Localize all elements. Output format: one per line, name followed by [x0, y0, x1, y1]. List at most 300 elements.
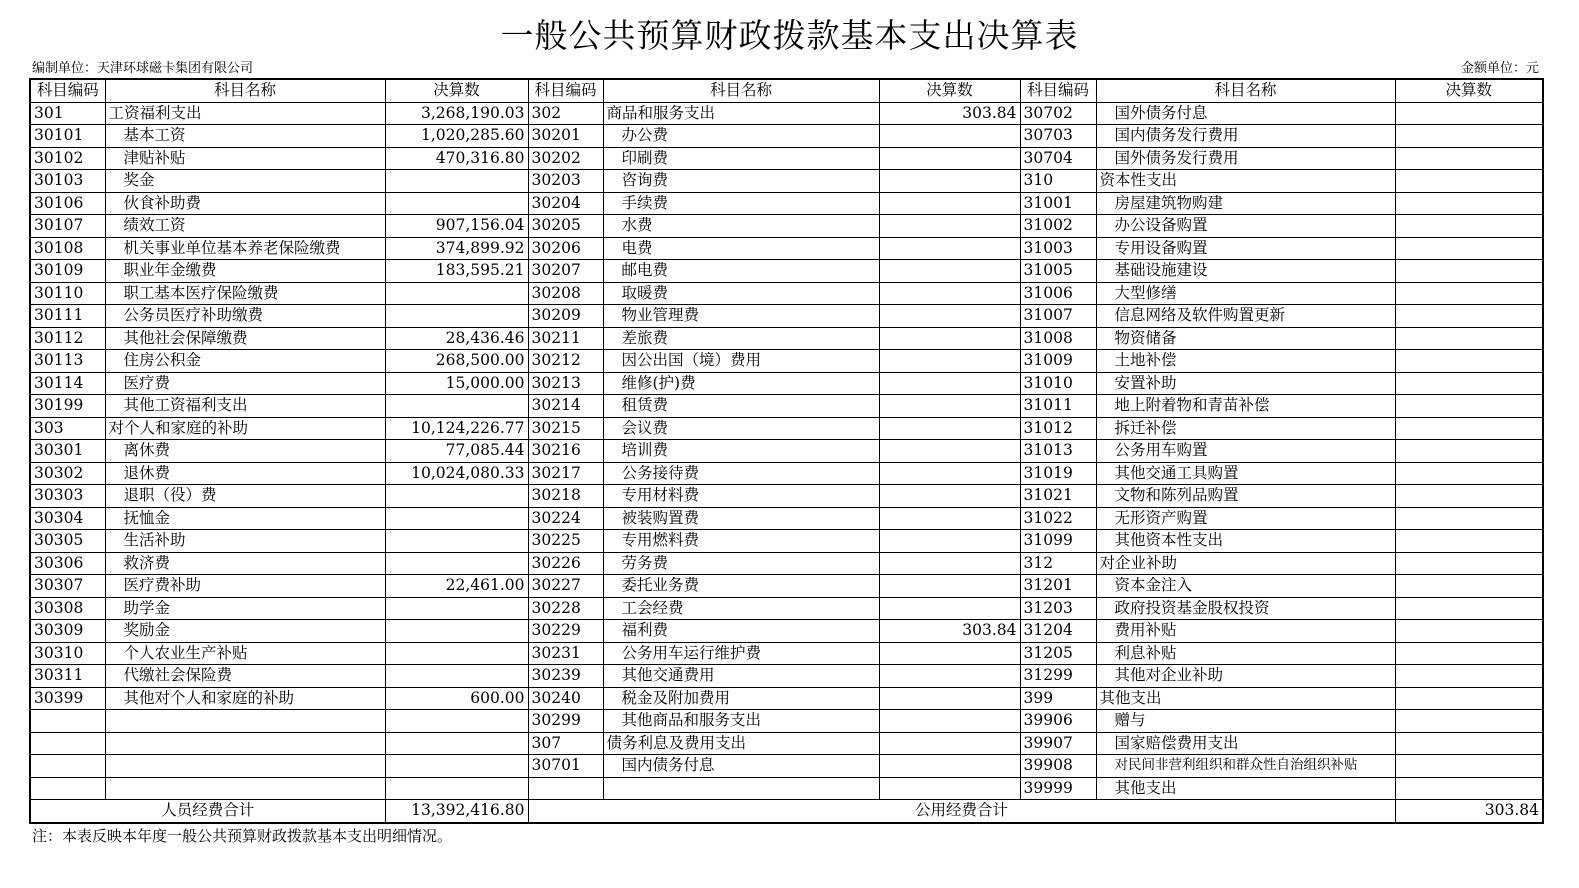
cell-amount-3 [1395, 732, 1543, 755]
cell-name-3: 其他交通工具购置 [1096, 462, 1395, 485]
cell-amount-2 [879, 125, 1020, 148]
table-row [30, 102, 1543, 125]
cell-amount-3 [1395, 260, 1543, 283]
table-row [30, 327, 1543, 350]
cell-amount-2 [879, 665, 1020, 688]
cell-name-2: 电费 [603, 237, 879, 260]
cell-name-3: 房屋建筑物购建 [1096, 192, 1395, 215]
cell-code-1: 30399 [30, 687, 105, 710]
cell-code-2: 30215 [528, 417, 603, 440]
cell-name-1: 代缴社会保险费 [105, 665, 385, 688]
cell-name-1: 医疗费 [105, 372, 385, 395]
cell-code-3: 31007 [1020, 305, 1096, 328]
cell-code-2: 30206 [528, 237, 603, 260]
cell-name-2: 因公出国（境）费用 [603, 350, 879, 373]
cell-code-1: 30305 [30, 530, 105, 553]
cell-name-2: 差旅费 [603, 327, 879, 350]
cell-name-2: 专用燃料费 [603, 530, 879, 553]
cell-code-3: 31003 [1020, 237, 1096, 260]
cell-name-2: 取暖费 [603, 282, 879, 305]
cell-amount-1: 470,316.80 [385, 147, 528, 170]
cell-amount-2 [879, 575, 1020, 598]
cell-name-3: 文物和陈列品购置 [1096, 485, 1395, 508]
cell-amount-1: 28,436.46 [385, 327, 528, 350]
header-code-3: 科目编码 [1020, 79, 1096, 102]
cell-name-1: 职业年金缴费 [105, 260, 385, 283]
cell-amount-2 [879, 237, 1020, 260]
cell-code-2: 30240 [528, 687, 603, 710]
cell-name-1: 奖励金 [105, 620, 385, 643]
cell-code-2: 30201 [528, 125, 603, 148]
table-row [30, 777, 1543, 800]
cell-name-3: 对企业补助 [1096, 552, 1395, 575]
table-row [30, 687, 1543, 710]
cell-amount-3 [1395, 710, 1543, 733]
cell-code-3: 39906 [1020, 710, 1096, 733]
cell-amount-2: 303.84 [879, 102, 1020, 125]
cell-amount-3 [1395, 777, 1543, 800]
cell-code-2: 30209 [528, 305, 603, 328]
cell-code-3: 31006 [1020, 282, 1096, 305]
cell-code-2: 30226 [528, 552, 603, 575]
cell-amount-1 [385, 552, 528, 575]
cell-code-3: 31021 [1020, 485, 1096, 508]
cell-name-1: 绩效工资 [105, 215, 385, 238]
cell-amount-2 [879, 642, 1020, 665]
cell-name-1: 公务员医疗补助缴费 [105, 305, 385, 328]
header-name-3: 科目名称 [1096, 79, 1395, 102]
table-row [30, 372, 1543, 395]
cell-amount-1: 15,000.00 [385, 372, 528, 395]
cell-name-1: 救济费 [105, 552, 385, 575]
cell-code-2: 30239 [528, 665, 603, 688]
cell-code-2: 30224 [528, 507, 603, 530]
cell-code-1: 30107 [30, 215, 105, 238]
cell-code-3: 399 [1020, 687, 1096, 710]
cell-code-1: 30309 [30, 620, 105, 643]
cell-name-3: 其他资本性支出 [1096, 530, 1395, 553]
cell-name-2: 劳务费 [603, 552, 879, 575]
cell-code-1: 30302 [30, 462, 105, 485]
cell-amount-2 [879, 507, 1020, 530]
cell-code-3: 31002 [1020, 215, 1096, 238]
cell-name-1 [105, 755, 385, 778]
cell-amount-3 [1395, 417, 1543, 440]
cell-name-3: 安置补助 [1096, 372, 1395, 395]
table-row [30, 597, 1543, 620]
cell-name-1: 离休费 [105, 440, 385, 463]
cell-name-3: 其他支出 [1096, 687, 1395, 710]
cell-name-3: 其他对企业补助 [1096, 665, 1395, 688]
table-row [30, 530, 1543, 553]
cell-amount-2 [879, 327, 1020, 350]
cell-amount-3 [1395, 462, 1543, 485]
cell-amount-3 [1395, 282, 1543, 305]
cell-code-2: 30225 [528, 530, 603, 553]
cell-code-2: 30205 [528, 215, 603, 238]
cell-name-1: 职工基本医疗保险缴费 [105, 282, 385, 305]
cell-amount-3 [1395, 350, 1543, 373]
cell-code-1: 30307 [30, 575, 105, 598]
cell-code-1: 30310 [30, 642, 105, 665]
table-row [30, 642, 1543, 665]
table-row [30, 507, 1543, 530]
cell-code-1: 30308 [30, 597, 105, 620]
cell-name-2: 邮电费 [603, 260, 879, 283]
cell-amount-2 [879, 215, 1020, 238]
cell-name-2: 工会经费 [603, 597, 879, 620]
cell-amount-3 [1395, 665, 1543, 688]
cell-name-2: 培训费 [603, 440, 879, 463]
cell-amount-2 [879, 687, 1020, 710]
cell-name-1: 其他社会保障缴费 [105, 327, 385, 350]
cell-code-2: 30701 [528, 755, 603, 778]
header-amount-3: 决算数 [1395, 79, 1543, 102]
cell-code-3: 31203 [1020, 597, 1096, 620]
cell-code-1: 30110 [30, 282, 105, 305]
cell-code-1: 30106 [30, 192, 105, 215]
cell-amount-3 [1395, 597, 1543, 620]
cell-name-2: 其他交通费用 [603, 665, 879, 688]
cell-name-3: 赠与 [1096, 710, 1395, 733]
cell-name-2: 咨询费 [603, 170, 879, 193]
cell-amount-1 [385, 777, 528, 800]
cell-amount-3 [1395, 530, 1543, 553]
cell-amount-3 [1395, 215, 1543, 238]
cell-code-1: 301 [30, 102, 105, 125]
cell-amount-3 [1395, 372, 1543, 395]
cell-amount-3 [1395, 620, 1543, 643]
cell-amount-2 [879, 260, 1020, 283]
header-name-1: 科目名称 [105, 79, 385, 102]
cell-name-3: 资本金注入 [1096, 575, 1395, 598]
cell-code-2: 30217 [528, 462, 603, 485]
cell-code-2: 30228 [528, 597, 603, 620]
cell-code-2 [528, 777, 603, 800]
cell-amount-1: 268,500.00 [385, 350, 528, 373]
table-row [30, 125, 1543, 148]
table-row [30, 732, 1543, 755]
cell-code-2: 30208 [528, 282, 603, 305]
cell-name-2: 委托业务费 [603, 575, 879, 598]
cell-name-2: 商品和服务支出 [603, 102, 879, 125]
cell-amount-1 [385, 507, 528, 530]
cell-code-1: 30111 [30, 305, 105, 328]
totals-row [30, 800, 1543, 823]
cell-name-3: 大型修缮 [1096, 282, 1395, 305]
cell-code-3: 39907 [1020, 732, 1096, 755]
cell-amount-3 [1395, 125, 1543, 148]
cell-name-3: 土地补偿 [1096, 350, 1395, 373]
cell-name-3: 信息网络及软件购置更新 [1096, 305, 1395, 328]
cell-amount-3 [1395, 395, 1543, 418]
cell-code-3: 31205 [1020, 642, 1096, 665]
cell-code-1: 30102 [30, 147, 105, 170]
cell-amount-1 [385, 755, 528, 778]
cell-code-3: 31001 [1020, 192, 1096, 215]
cell-amount-2 [879, 777, 1020, 800]
cell-amount-1: 77,085.44 [385, 440, 528, 463]
cell-amount-3 [1395, 755, 1543, 778]
public-total-value: 303.84 [1395, 800, 1543, 823]
cell-name-1: 住房公积金 [105, 350, 385, 373]
cell-code-2: 30227 [528, 575, 603, 598]
table-row [30, 440, 1543, 463]
table-row [30, 462, 1543, 485]
cell-amount-3 [1395, 147, 1543, 170]
cell-code-1: 30311 [30, 665, 105, 688]
header-code-1: 科目编码 [30, 79, 105, 102]
cell-amount-3 [1395, 305, 1543, 328]
table-row [30, 620, 1543, 643]
table-row [30, 147, 1543, 170]
personnel-total-label: 人员经费合计 [30, 800, 385, 823]
cell-name-3: 无形资产购置 [1096, 507, 1395, 530]
footnote: 注：本表反映本年度一般公共预算财政拨款基本支出明细情况。 [32, 827, 453, 845]
cell-amount-2 [879, 440, 1020, 463]
cell-amount-3 [1395, 687, 1543, 710]
cell-name-1: 个人农业生产补贴 [105, 642, 385, 665]
cell-code-2: 30203 [528, 170, 603, 193]
cell-amount-1: 3,268,190.03 [385, 102, 528, 125]
cell-name-1: 退休费 [105, 462, 385, 485]
cell-code-3: 31011 [1020, 395, 1096, 418]
cell-name-1: 津贴补贴 [105, 147, 385, 170]
cell-code-3: 31009 [1020, 350, 1096, 373]
table-row [30, 417, 1543, 440]
cell-name-2: 物业管理费 [603, 305, 879, 328]
cell-code-2: 30212 [528, 350, 603, 373]
table-row [30, 237, 1543, 260]
cell-code-2: 30216 [528, 440, 603, 463]
cell-name-2: 其他商品和服务支出 [603, 710, 879, 733]
cell-name-3: 对民间非营利组织和群众性自治组织补贴 [1096, 755, 1395, 778]
cell-code-3: 31099 [1020, 530, 1096, 553]
cell-amount-1 [385, 665, 528, 688]
cell-name-2: 债务利息及费用支出 [603, 732, 879, 755]
cell-code-2: 307 [528, 732, 603, 755]
cell-amount-3 [1395, 102, 1543, 125]
cell-name-2: 专用材料费 [603, 485, 879, 508]
public-total-label: 公用经费合计 [528, 800, 1395, 823]
cell-amount-3 [1395, 507, 1543, 530]
cell-amount-1 [385, 170, 528, 193]
cell-name-1: 伙食补助费 [105, 192, 385, 215]
table-row [30, 665, 1543, 688]
cell-name-2: 国内债务付息 [603, 755, 879, 778]
cell-code-3: 31019 [1020, 462, 1096, 485]
cell-name-1: 医疗费补助 [105, 575, 385, 598]
cell-code-1: 30306 [30, 552, 105, 575]
header-name-2: 科目名称 [603, 79, 879, 102]
cell-amount-3 [1395, 440, 1543, 463]
cell-name-1: 基本工资 [105, 125, 385, 148]
cell-code-2: 302 [528, 102, 603, 125]
cell-code-1: 30112 [30, 327, 105, 350]
cell-amount-2 [879, 597, 1020, 620]
cell-code-1 [30, 710, 105, 733]
cell-code-1: 30113 [30, 350, 105, 373]
header-code-2: 科目编码 [528, 79, 603, 102]
cell-name-2: 维修(护)费 [603, 372, 879, 395]
cell-name-2: 税金及附加费用 [603, 687, 879, 710]
expenditure-table [29, 78, 1544, 824]
cell-code-1: 30101 [30, 125, 105, 148]
table-row [30, 282, 1543, 305]
compiling-unit: 编制单位：天津环球磁卡集团有限公司 [32, 61, 254, 76]
table-row [30, 305, 1543, 328]
cell-amount-1 [385, 710, 528, 733]
cell-code-2: 30231 [528, 642, 603, 665]
cell-code-1: 30108 [30, 237, 105, 260]
cell-amount-1 [385, 192, 528, 215]
cell-name-2: 福利费 [603, 620, 879, 643]
cell-amount-2 [879, 395, 1020, 418]
cell-name-2: 办公费 [603, 125, 879, 148]
cell-name-2: 会议费 [603, 417, 879, 440]
cell-code-3: 31204 [1020, 620, 1096, 643]
cell-code-3: 312 [1020, 552, 1096, 575]
cell-name-1 [105, 732, 385, 755]
cell-code-1: 30304 [30, 507, 105, 530]
cell-name-3: 其他支出 [1096, 777, 1395, 800]
cell-code-3: 31201 [1020, 575, 1096, 598]
cell-code-1: 30303 [30, 485, 105, 508]
cell-code-3: 31299 [1020, 665, 1096, 688]
cell-code-3: 31010 [1020, 372, 1096, 395]
cell-name-2: 被装购置费 [603, 507, 879, 530]
cell-name-2: 水费 [603, 215, 879, 238]
cell-code-1 [30, 732, 105, 755]
cell-amount-2 [879, 710, 1020, 733]
cell-amount-3 [1395, 575, 1543, 598]
table-row [30, 552, 1543, 575]
cell-code-2: 30204 [528, 192, 603, 215]
table-row [30, 260, 1543, 283]
cell-amount-1: 10,124,226.77 [385, 417, 528, 440]
cell-amount-3 [1395, 170, 1543, 193]
cell-name-1: 奖金 [105, 170, 385, 193]
cell-amount-1: 22,461.00 [385, 575, 528, 598]
cell-name-1: 抚恤金 [105, 507, 385, 530]
cell-amount-2 [879, 147, 1020, 170]
cell-amount-1 [385, 597, 528, 620]
cell-code-2: 30202 [528, 147, 603, 170]
header-row [30, 79, 1543, 102]
cell-amount-2 [879, 485, 1020, 508]
cell-amount-1 [385, 485, 528, 508]
cell-name-1: 助学金 [105, 597, 385, 620]
cell-name-3: 国外债务付息 [1096, 102, 1395, 125]
cell-code-3: 31008 [1020, 327, 1096, 350]
cell-amount-1 [385, 395, 528, 418]
cell-name-3: 地上附着物和青苗补偿 [1096, 395, 1395, 418]
cell-name-3: 资本性支出 [1096, 170, 1395, 193]
cell-amount-2 [879, 530, 1020, 553]
cell-amount-3 [1395, 327, 1543, 350]
cell-code-3: 39999 [1020, 777, 1096, 800]
table-row [30, 710, 1543, 733]
cell-name-1: 其他对个人和家庭的补助 [105, 687, 385, 710]
cell-name-3: 办公设备购置 [1096, 215, 1395, 238]
cell-amount-2 [879, 552, 1020, 575]
cell-name-3: 专用设备购置 [1096, 237, 1395, 260]
cell-amount-1 [385, 282, 528, 305]
personnel-total-value: 13,392,416.80 [385, 800, 528, 823]
cell-name-3: 国家赔偿费用支出 [1096, 732, 1395, 755]
page-title: 一般公共预算财政拨款基本支出决算表 [500, 16, 1079, 55]
cell-amount-2 [879, 305, 1020, 328]
cell-code-1 [30, 777, 105, 800]
cell-code-2: 30214 [528, 395, 603, 418]
cell-amount-1: 10,024,080.33 [385, 462, 528, 485]
cell-code-3: 30703 [1020, 125, 1096, 148]
cell-amount-1 [385, 305, 528, 328]
cell-amount-2 [879, 170, 1020, 193]
cell-name-1: 机关事业单位基本养老保险缴费 [105, 237, 385, 260]
cell-amount-3 [1395, 485, 1543, 508]
cell-code-2: 30218 [528, 485, 603, 508]
cell-name-2 [603, 777, 879, 800]
cell-code-3: 30704 [1020, 147, 1096, 170]
cell-code-1: 30199 [30, 395, 105, 418]
cell-amount-1: 600.00 [385, 687, 528, 710]
cell-amount-1: 907,156.04 [385, 215, 528, 238]
table-row [30, 485, 1543, 508]
cell-name-3: 国外债务发行费用 [1096, 147, 1395, 170]
cell-name-3: 公务用车购置 [1096, 440, 1395, 463]
cell-name-1: 其他工资福利支出 [105, 395, 385, 418]
cell-name-1: 生活补助 [105, 530, 385, 553]
cell-amount-1 [385, 642, 528, 665]
cell-code-1: 30109 [30, 260, 105, 283]
cell-amount-2 [879, 462, 1020, 485]
cell-code-3: 31005 [1020, 260, 1096, 283]
cell-name-3: 费用补贴 [1096, 620, 1395, 643]
cell-amount-3 [1395, 552, 1543, 575]
cell-amount-2 [879, 417, 1020, 440]
cell-amount-2 [879, 192, 1020, 215]
cell-code-3: 31013 [1020, 440, 1096, 463]
cell-name-1 [105, 777, 385, 800]
cell-name-3: 拆迁补偿 [1096, 417, 1395, 440]
cell-amount-1: 1,020,285.60 [385, 125, 528, 148]
cell-name-3: 利息补贴 [1096, 642, 1395, 665]
table-row [30, 575, 1543, 598]
cell-name-2: 手续费 [603, 192, 879, 215]
cell-code-2: 30213 [528, 372, 603, 395]
cell-code-1: 30114 [30, 372, 105, 395]
cell-code-1: 30301 [30, 440, 105, 463]
cell-amount-1 [385, 732, 528, 755]
table-row [30, 755, 1543, 778]
cell-amount-3 [1395, 237, 1543, 260]
cell-amount-2 [879, 282, 1020, 305]
cell-amount-2 [879, 755, 1020, 778]
cell-amount-1 [385, 620, 528, 643]
cell-amount-2 [879, 350, 1020, 373]
cell-amount-3 [1395, 642, 1543, 665]
cell-name-3: 国内债务发行费用 [1096, 125, 1395, 148]
table-row [30, 170, 1543, 193]
cell-code-3: 310 [1020, 170, 1096, 193]
header-amount-2: 决算数 [879, 79, 1020, 102]
cell-code-3: 31012 [1020, 417, 1096, 440]
cell-code-1 [30, 755, 105, 778]
cell-name-3: 基础设施建设 [1096, 260, 1395, 283]
cell-name-2: 公务用车运行维护费 [603, 642, 879, 665]
cell-amount-1: 183,595.21 [385, 260, 528, 283]
